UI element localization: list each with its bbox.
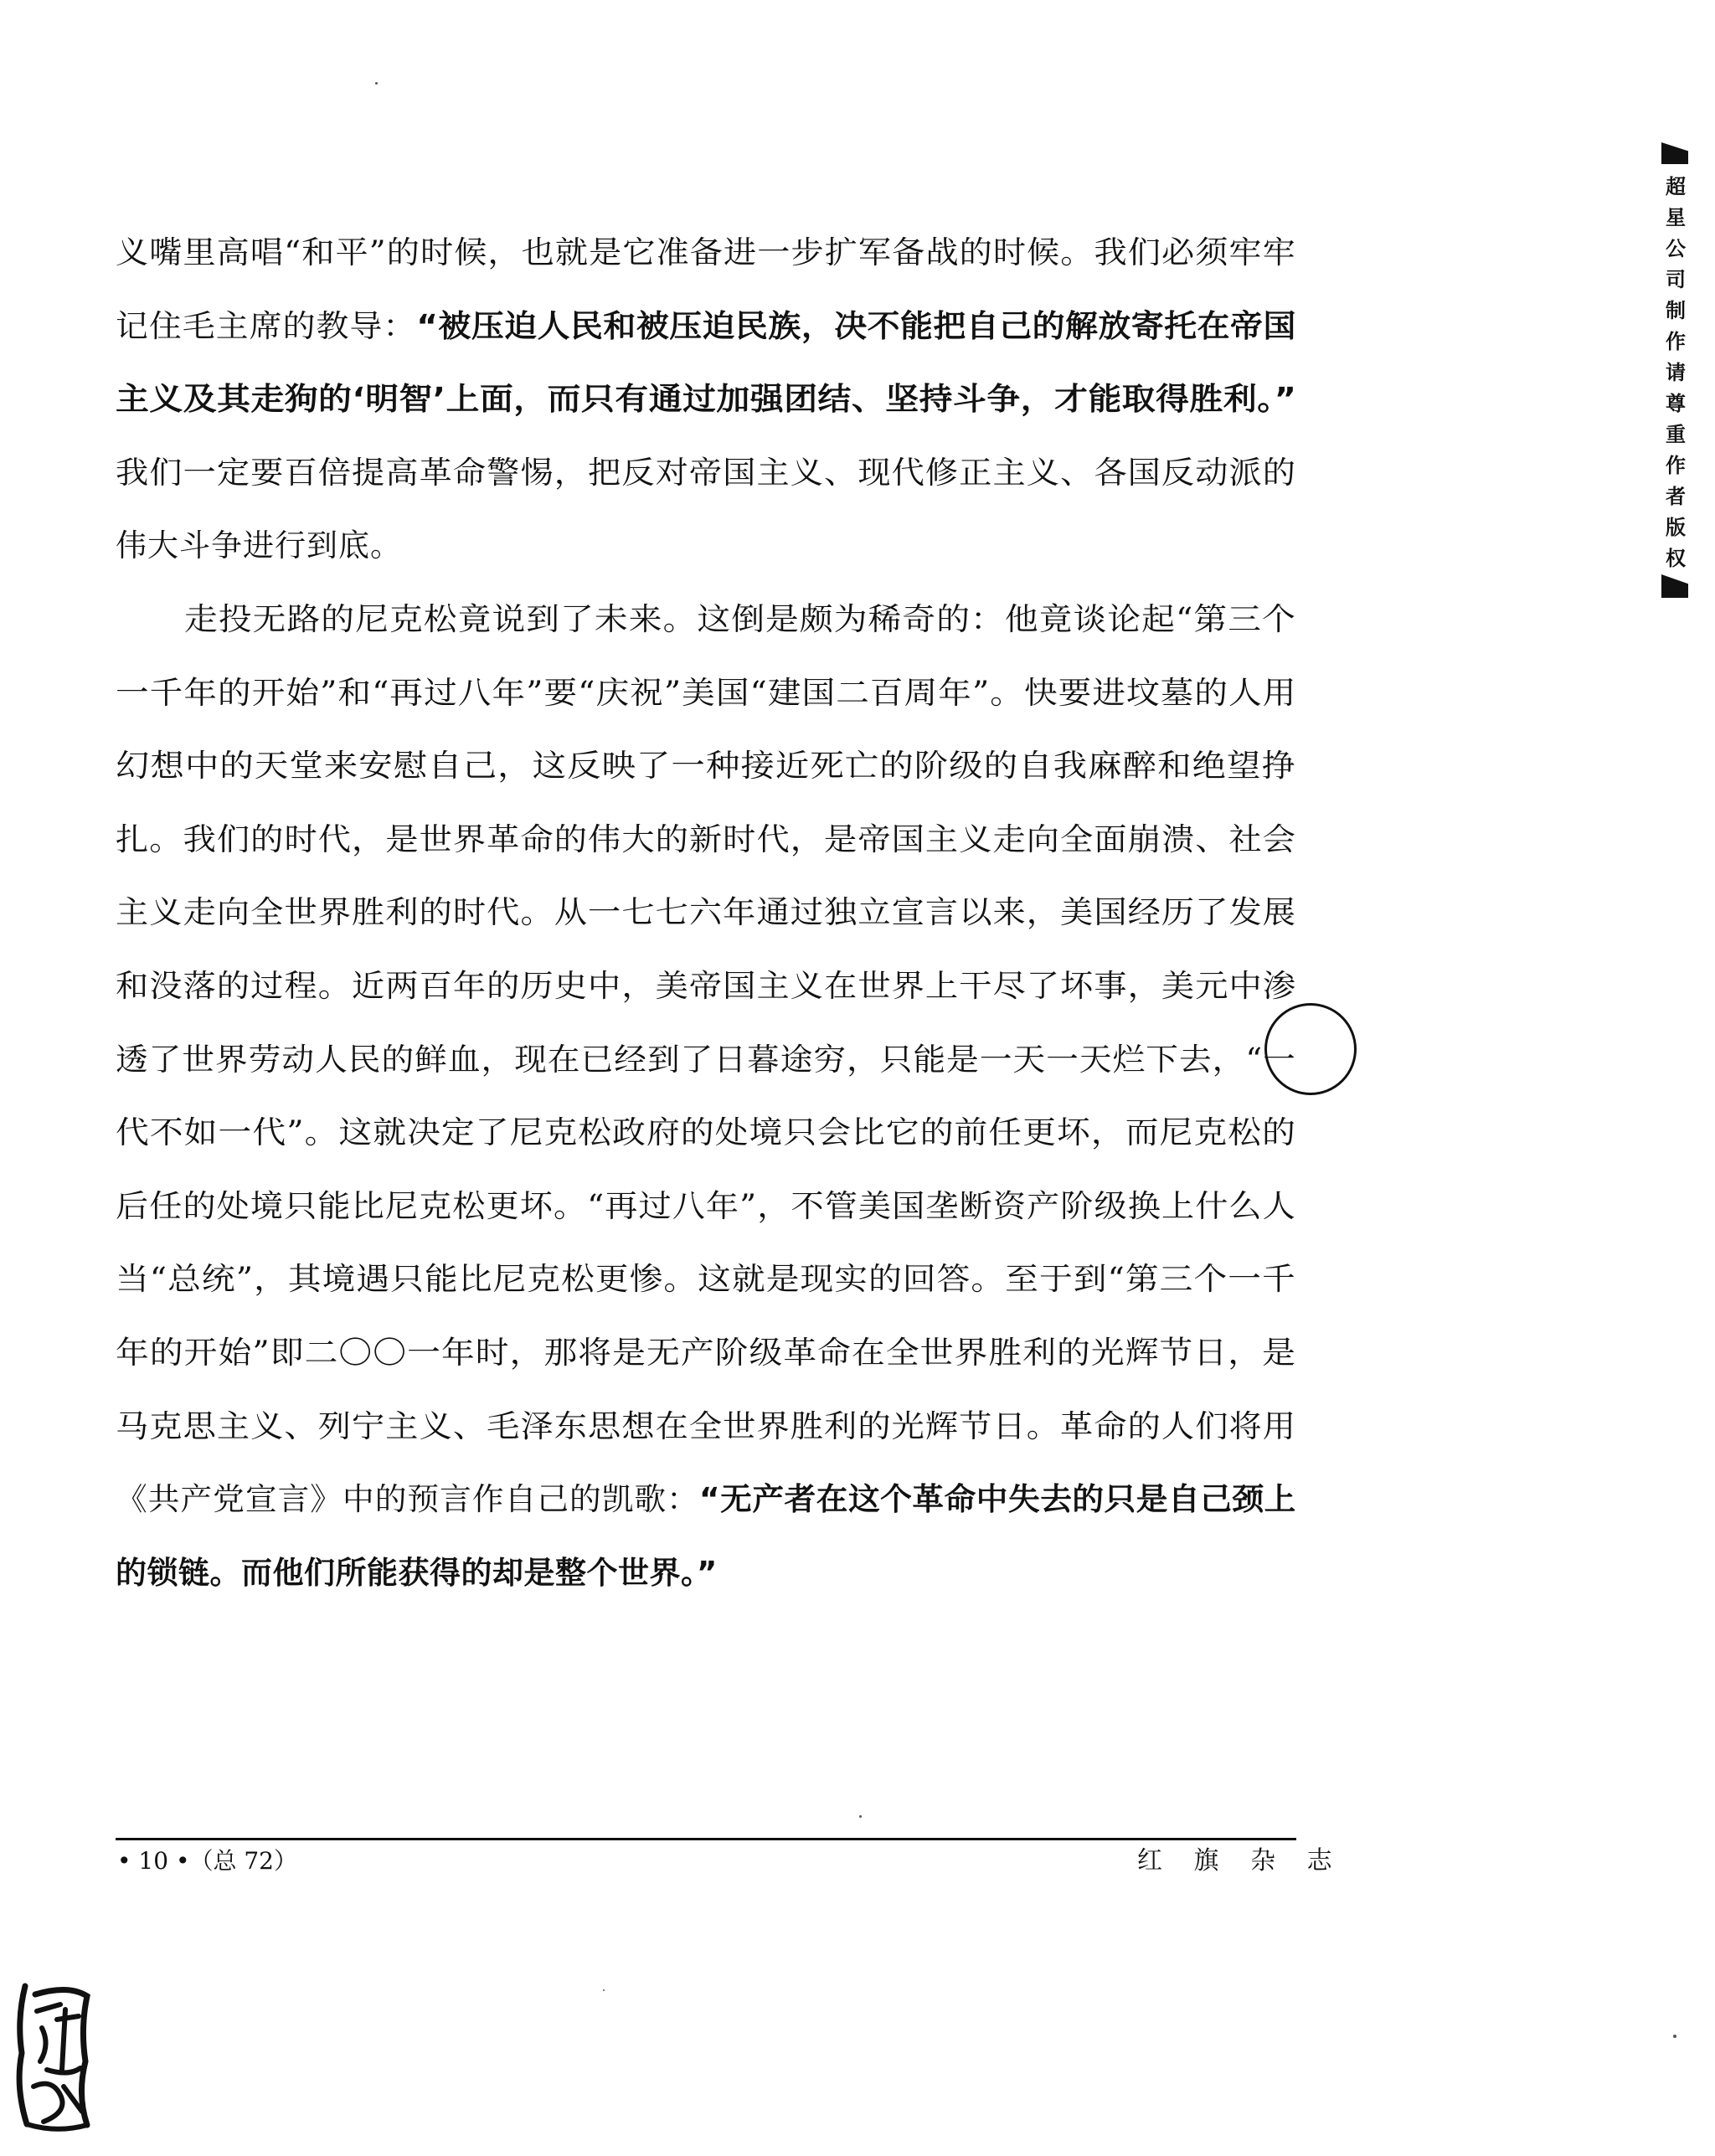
- body-line: [116, 1402, 1296, 1452]
- body-line: [116, 888, 1296, 938]
- body-line: [116, 301, 1296, 352]
- body-line: [116, 815, 1296, 865]
- quotation-text: “无产者在这个革命中失去的只是自己颈上: [698, 1481, 1296, 1518]
- body-line: [184, 594, 1296, 645]
- body-line: [116, 448, 1296, 498]
- body-text: 代不如一代”。这就决定了尼克松政府的处境只会比它的前任更坏，而尼克松的: [116, 1114, 1296, 1151]
- journal-name: 红 旗 杂 志: [1137, 1846, 1344, 1876]
- library-seal-stamp: [10, 1969, 99, 2137]
- body-line: [116, 1181, 1296, 1232]
- body-line: [116, 668, 1296, 718]
- scan-speck: [375, 82, 378, 85]
- body-text: 幻想中的天堂来安慰自己，这反映了一种接近死亡的阶级的自我麻醉和绝望挣: [116, 748, 1296, 785]
- body-line: [116, 1254, 1296, 1304]
- body-line: [116, 374, 1296, 425]
- body-text: 当“总统”，其境遇只能比尼克松更惨。这就是现实的回答。至于到“第三个一千: [116, 1261, 1296, 1298]
- body-text: 后任的处境只能比尼克松更坏。“再过八年”，不管美国垄断资产阶级换上什么人: [116, 1187, 1296, 1224]
- body-text: 透了世界劳动人民的鲜血，现在已经到了日暮途穷，只能是一天一天烂下去，“一: [116, 1041, 1296, 1078]
- body-text: 扎。我们的时代，是世界革命的伟大的新时代，是帝国主义走向全面崩溃、社会: [116, 821, 1297, 857]
- body-line: [116, 1035, 1296, 1085]
- body-line: [116, 1328, 1296, 1378]
- scan-speck: [603, 1989, 605, 1991]
- body-text: 记住毛主席的教导：: [116, 307, 417, 344]
- body-line: [116, 961, 1296, 1011]
- body-text: 主义走向全世界胜利的时代。从一七七六年通过独立宣言以来，美国经历了发展: [116, 894, 1297, 931]
- footer-rule: [116, 1838, 1296, 1840]
- quotation-text: 的锁链。而他们所能获得的却是整个世界。”: [116, 1554, 718, 1591]
- side-strip-top-bar: [1661, 142, 1688, 164]
- body-text: 伟大斗争进行到底。: [116, 527, 402, 564]
- circled-mark: [1264, 1003, 1357, 1095]
- body-text: 一千年的开始”和“再过八年”要“庆祝”美国“建国二百周年”。快要进坟墓的人用: [116, 674, 1297, 711]
- body-line: [116, 1548, 718, 1598]
- side-strip-bottom-bar: [1661, 574, 1688, 598]
- body-text: 我们一定要百倍提高革命警惕，把反对帝国主义、现代修正主义、各国反动派的: [116, 454, 1297, 491]
- side-strip-watermark: 超星公司制作请尊重作者版权: [1666, 175, 1686, 570]
- page-number: • 10 •（总 72）: [117, 1847, 297, 1875]
- body-text: 走投无路的尼克松竟说到了未来。这倒是颇为稀奇的：他竟谈论起“第三个: [184, 601, 1296, 637]
- scan-speck: [859, 1815, 862, 1818]
- body-text: 义嘴里高唱“和平”的时候，也就是它准备进一步扩军备战的时候。我们必须牢牢: [116, 234, 1296, 270]
- body-line: [116, 228, 1296, 278]
- body-line: [116, 521, 402, 571]
- body-line: [116, 741, 1296, 791]
- body-line: [116, 1474, 1296, 1525]
- scan-speck: [1673, 2035, 1676, 2038]
- body-text: 马克思主义、列宁主义、毛泽东思想在全世界胜利的光辉节日。革命的人们将用: [116, 1407, 1297, 1444]
- quotation-text: “被压迫人民和被压迫民族，决不能把自己的解放寄托在帝国: [416, 307, 1296, 344]
- body-line: [116, 1108, 1296, 1158]
- body-text: 《共产党宣言》中的预言作自己的凯歌：: [116, 1481, 699, 1518]
- quotation-text: 主义及其走狗的‘明智’上面，而只有通过加强团结、坚持斗争，才能取得胜利。”: [116, 381, 1297, 418]
- body-text: 年的开始”即二〇〇一年时，那将是无产阶级革命在全世界胜利的光辉节日，是: [116, 1335, 1296, 1371]
- body-text: 和没落的过程。近两百年的历史中，美帝国主义在世界上干尽了坏事，美元中渗: [116, 968, 1297, 1004]
